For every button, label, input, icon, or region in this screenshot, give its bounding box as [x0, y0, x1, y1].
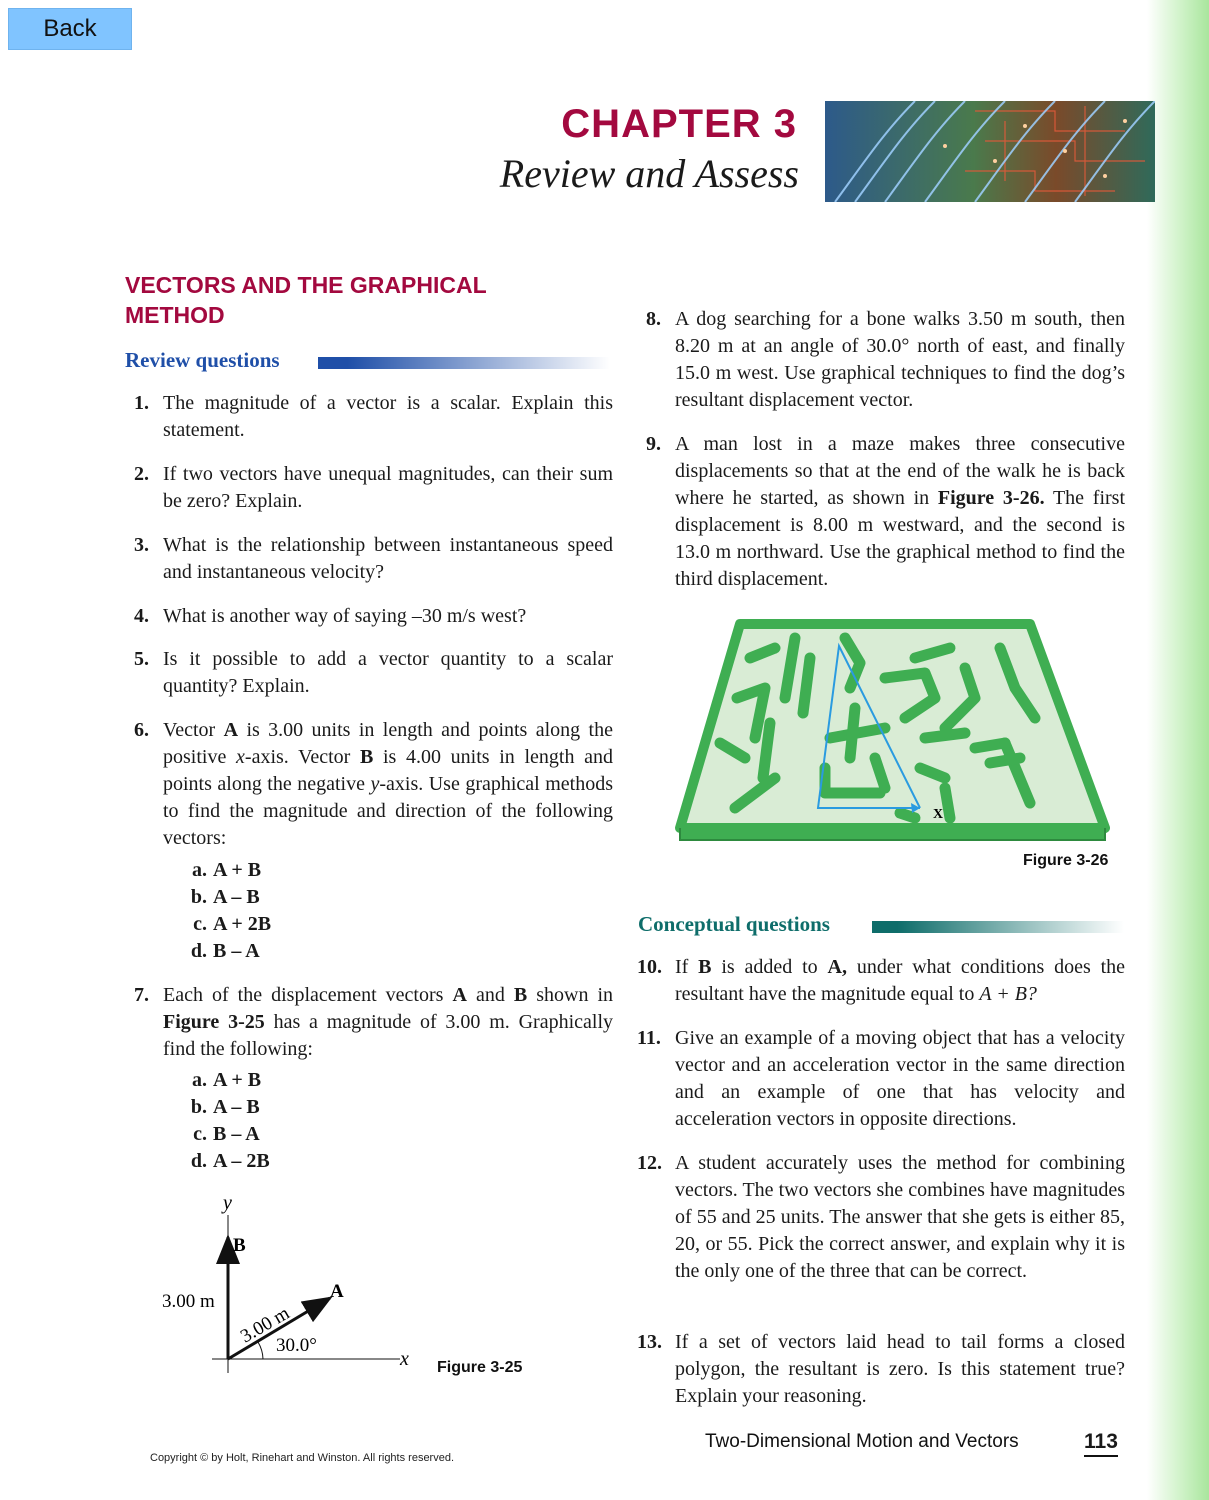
q7-option-b: b. A – B: [190, 1096, 260, 1118]
y-axis-label: y: [223, 1192, 232, 1214]
question-9: 9. A man lost in a maze makes three consecutive displacements so that at the end of the walk he is back where he started, as shown in Figure 3-26. The first displacement is 8.00 m westward, and the second is 13.0 m northward. Use the graphical method to find the third displacement.: [646, 433, 1125, 590]
q6-option-b: b. A – B: [190, 886, 260, 908]
figure-3-26-maze: [675, 618, 1110, 848]
question-6: 6. Vector A is 3.00 units in length and points along the positive x-axis. Vector B is 4.00 units in length and points along the negative y-axis. Use graphical methods to find the magnitude and direction of the following vectors:: [134, 719, 613, 849]
question-1: 1. The magnitude of a vector is a scalar. Explain this statement.: [134, 392, 613, 441]
question-5: 5. Is it possible to add a vector quantity to a scalar quantity? Explain.: [134, 648, 613, 697]
question-7: 7. Each of the displacement vectors A and B shown in Figure 3-25 has a magnitude of 3.00 m. Graphically find the following:: [134, 984, 614, 1060]
conceptual-heading-bar: [872, 921, 1124, 933]
question-11: 11. Give an example of a moving object that has a velocity vector and an acceleration vector in the same direction and an example of one that has velocity and acceleration vectors in opposite directions.: [637, 1027, 1125, 1130]
review-questions-heading: Review questions: [125, 348, 280, 372]
circuit-board-banner: [825, 101, 1155, 202]
page-edge-gradient: [1147, 0, 1209, 1500]
chapter-title: CHAPTER 3: [561, 102, 797, 146]
back-button[interactable]: Back: [8, 8, 132, 50]
maze-x-label: X: [933, 807, 944, 822]
angle-arc: [258, 1342, 263, 1359]
section-title: VECTORS AND THE GRAPHICAL METHOD: [125, 272, 487, 328]
figure-3-25-caption: Figure 3-25: [437, 1359, 523, 1376]
question-13: 13. If a set of vectors laid head to tail forms a closed polygon, the resultant is zero. Is this statement true? Explain your reasoning.: [637, 1331, 1125, 1407]
copyright-notice: Copyright © by Holt, Rinehart and Winston. All rights reserved.: [150, 1452, 455, 1464]
conceptual-questions-heading: Conceptual questions: [638, 912, 830, 936]
figure-3-26-caption: Figure 3-26: [1023, 852, 1109, 869]
question-2: 2. If two vectors have unequal magnitudes, can their sum be zero? Explain.: [134, 463, 613, 512]
vector-b-magnitude: 3.00 m: [162, 1291, 215, 1312]
vector-a-label: A: [330, 1281, 344, 1302]
question-8: 8. A dog searching for a bone walks 3.50 m south, then 8.20 m at an angle of 30.0° north of east, and finally 15.0 m west. Use graphical techniques to find the dog’s resultant displacement vector.: [646, 308, 1125, 411]
vector-b-label: B: [233, 1235, 246, 1256]
figure-3-25-diagram: [150, 1185, 430, 1380]
question-10: 10. If B is added to A, under what conditions does the resultant have the magnitude equal to A + B?: [637, 956, 1126, 1005]
q7-option-c: c. B – A: [193, 1123, 260, 1145]
q7-option-a: a. A + B: [192, 1069, 262, 1091]
question-12: 12. A student accurately uses the method for combining vectors. The two vectors she combines have magnitudes of 55 and 25 units. The answer that she gets is either 85, 20, or 55. Pick the correct answer, and explain why it is the only one of the three that can be correct.: [637, 1152, 1125, 1282]
q6-option-d: d. B – A: [190, 940, 260, 962]
footer-title: Two-Dimensional Motion and Vectors: [705, 1431, 1019, 1452]
q7-option-d: d. A – 2B: [190, 1150, 270, 1172]
chapter-subtitle: Review and Assess: [499, 151, 799, 196]
q6-option-a: a. A + B: [192, 859, 262, 881]
question-4: 4. What is another way of saying –30 m/s west?: [134, 605, 527, 627]
review-heading-bar: [318, 357, 610, 369]
q6-option-c: c. A + 2B: [193, 913, 272, 935]
question-3: 3. What is the relationship between instantaneous speed and instantaneous velocity?: [134, 534, 613, 583]
page-number: 113: [1084, 1430, 1118, 1457]
angle-label: 30.0°: [276, 1335, 317, 1356]
x-axis-label: x: [400, 1348, 409, 1370]
vector-a-magnitude: 3.00 m: [237, 1302, 294, 1348]
